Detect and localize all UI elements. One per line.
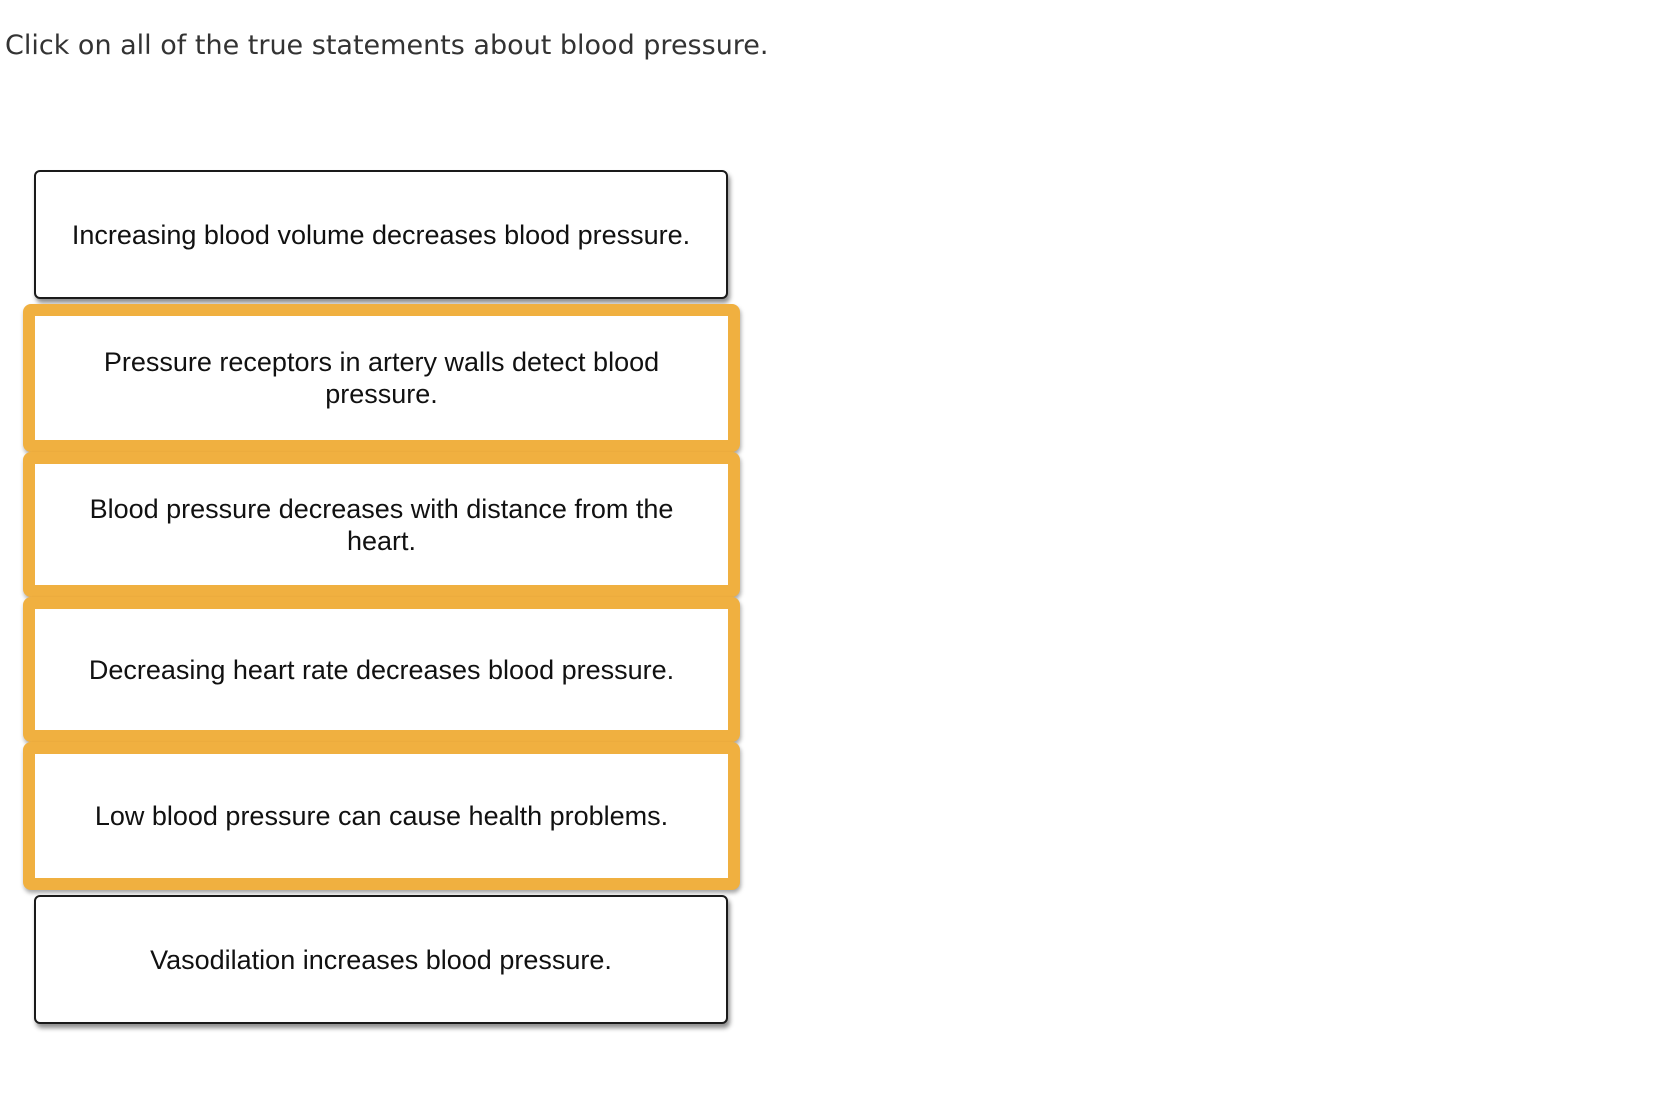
answer-option-3[interactable] (23, 452, 740, 597)
answer-option-text: Decreasing heart rate decreases blood pressure. (88, 654, 675, 685)
answer-option-1[interactable] (34, 170, 728, 299)
answer-option-text: Blood pressure decreases with distance from the heart. (89, 493, 674, 556)
answer-option-text: Vasodilation increases blood pressure. (150, 944, 612, 975)
answer-option-2[interactable] (23, 304, 740, 452)
answer-option-text: Pressure receptors in artery walls detect blood pressure. (103, 347, 660, 409)
answer-option-text: Increasing blood volume decreases blood pressure. (71, 219, 691, 250)
answer-option-text: Low blood pressure can cause health problems. (94, 801, 669, 831)
answer-option-4[interactable] (23, 597, 740, 742)
answer-option-5[interactable] (23, 742, 740, 890)
answer-option-6[interactable] (34, 895, 728, 1024)
question-prompt: Click on all of the true statements about blood pressure. (5, 30, 769, 61)
